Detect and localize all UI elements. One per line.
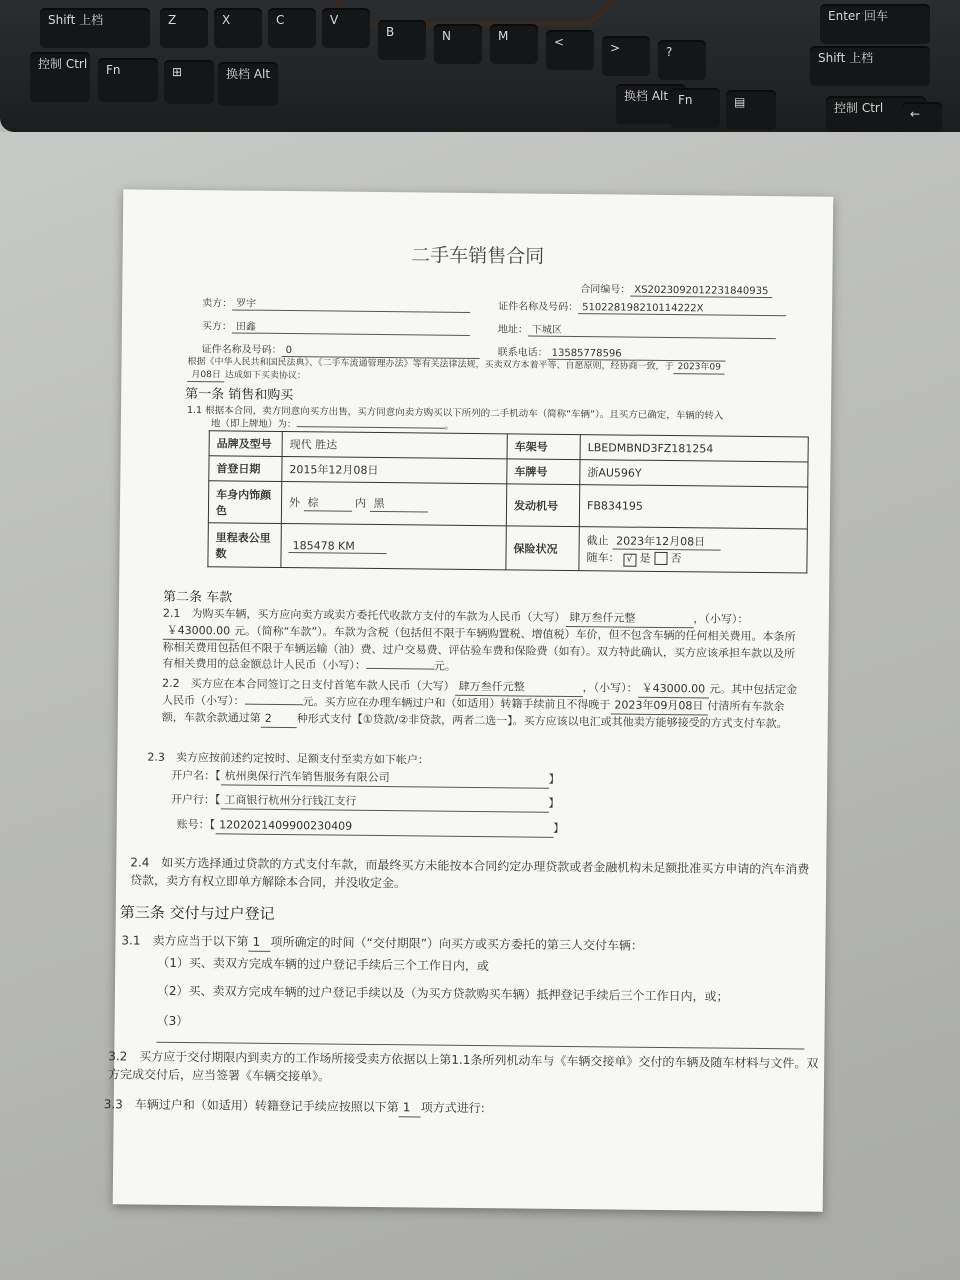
reg-date-value: 2015年12月08日: [282, 456, 507, 483]
shift-left-key-label: Shift 上档: [48, 13, 104, 27]
fn-right-key-label: Fn: [678, 93, 693, 107]
buyer-id-label: 证件名称及号码：: [201, 344, 282, 356]
seller-label: 卖方：: [202, 298, 233, 310]
contract-number-label: 合同编号：: [580, 284, 631, 296]
plate-value: 浙AU596Y: [580, 460, 808, 487]
account-number-row: [177, 817, 565, 838]
exterior-label: 外: [288, 496, 301, 510]
article-1-title: 第一条 销售和购买: [185, 386, 294, 404]
article-3-title: 第三条 交付与过户登记: [119, 903, 275, 923]
engine-value: FB834195: [579, 485, 807, 529]
bank-label: 开户行：【: [170, 792, 221, 807]
color-value: [281, 481, 506, 525]
article-1-1-text: 1.1 根据本合同，卖方同意向买方出售，买方同意向卖方购买以下所列的二手机动车（简称“车辆”）。且买方已确定，车辆的转入: [186, 404, 724, 422]
comma-key-label: <: [554, 35, 565, 49]
arrow-left-key-label: ←: [910, 107, 921, 121]
b-key-label: B: [386, 25, 395, 39]
v-key-label: V: [330, 13, 339, 27]
no-label: 否: [670, 551, 682, 565]
comma-key[interactable]: [546, 30, 594, 70]
article-1-1-end: 。: [444, 420, 454, 432]
interior-label: 内: [354, 496, 367, 510]
article-3-1-option-1: （1）买、卖双方完成车辆的过户登记手续后三个工作日内，或: [157, 955, 489, 974]
buyer-row: [202, 317, 470, 336]
alt-right-key-label: 换档 Alt: [624, 89, 669, 103]
delivery-option: 1: [248, 933, 270, 952]
first-payment-amount: ￥43000.00: [638, 681, 710, 699]
address-row: [498, 320, 776, 339]
b-key[interactable]: [378, 20, 426, 60]
balance-deadline: 2023年09月08日: [610, 697, 707, 715]
account-number: 1202021409900230409: [215, 817, 553, 838]
deposit-blank: [244, 704, 302, 706]
enter-key-label: Enter 回车: [828, 9, 889, 23]
bracket-close: 】: [553, 821, 565, 835]
article-2-4: 2.4 如买方选择通过贷款的方式支付车款，而最终买方未能按本合同约定办理贷款或者金融机构未足额批准买方申请的汽车消费贷款，卖方有权立即单方解除本合同，并没收定金。: [130, 855, 810, 891]
yes-label: 是: [639, 551, 651, 565]
brand-label: 品牌及型号: [209, 431, 282, 457]
article-2-2-text: 2.2 买方应在本合同签订之日支付首笔车款人民币（大写）: [162, 676, 455, 693]
engine-label: 发动机号: [506, 484, 579, 527]
n-key-label: N: [442, 29, 451, 43]
mileage-label: 里程表公里数: [208, 523, 281, 568]
preamble-date-b: 月08日: [187, 369, 225, 382]
contract-number-row: [580, 280, 772, 298]
preamble-text: 根据《中华人民共和国民法典》、《二手车流通管理办法》等有关法律法规，买卖双方本着平等、自愿原则，经协商一致，于: [187, 356, 674, 373]
phone: 13585778596: [548, 348, 726, 362]
color-label: 车身内饰颜色: [208, 481, 281, 524]
ctrl-right-key-label: 控制 Ctrl: [834, 101, 884, 115]
slash-key[interactable]: [658, 40, 706, 80]
period-key[interactable]: [602, 36, 650, 76]
seller-name: 罗宇: [232, 294, 470, 312]
alt-left-key[interactable]: [218, 62, 278, 106]
period-key-label: >: [610, 41, 621, 55]
vin-value: LBEDMBND3FZ181254: [580, 435, 808, 462]
bracket-close: 】: [548, 772, 560, 786]
first-payment-words: 肆万叁仟元整: [455, 679, 583, 697]
preamble-text-2: 达成如下买卖协议：: [224, 370, 306, 382]
price-in-words: 肆万叁仟元整: [565, 610, 693, 628]
brand-value: 现代 胜达: [282, 431, 507, 458]
shift-right-key-label: Shift 上档: [818, 51, 874, 65]
bracket-close: 】: [548, 796, 560, 810]
article-2-2-text-e: 付清所有车款余额，车款余款通过第: [161, 699, 785, 725]
table-row: [208, 481, 807, 529]
shift-left-key[interactable]: [40, 8, 150, 48]
z-key-label: Z: [168, 13, 177, 27]
menu-key-label: ▤: [734, 95, 746, 109]
interior-color: 黑: [369, 495, 427, 513]
shift-right-key[interactable]: [810, 46, 930, 86]
eyeglasses: [330, 0, 618, 26]
preamble-date-a: 2023年09: [673, 361, 724, 375]
insurance-until-label: 截止: [586, 533, 609, 547]
exterior-color: 棕: [303, 494, 351, 512]
arrow-left-key[interactable]: [902, 102, 942, 132]
article-3-1-text-b: 项所确定的时间（“交付期限”）向买方或买方委托的第三人交付车辆：: [270, 934, 644, 953]
total-amount-blank: [366, 668, 434, 670]
account-name: 杭州奥保行汽车销售服务有限公司: [221, 768, 549, 788]
win-key-label: ⊞: [172, 65, 183, 79]
registration-place-blank: [296, 426, 444, 429]
with-car-label: 随车：: [586, 550, 620, 565]
phone-label: 联系电话：: [497, 347, 548, 359]
c-key-label: C: [276, 13, 285, 27]
article-2-2-text-c: 元。其中包括定金人民币（小写）：: [161, 682, 798, 708]
article-3-1-option-2: （2）买、卖双方完成车辆的过户登记手续以及（为买方贷款购买车辆）抵押登记手续后三个工作日内，或；: [156, 983, 729, 1004]
vin-label: 车架号: [507, 434, 580, 460]
article-1-1-text-2: 地（即上牌地）为：: [210, 418, 297, 431]
address-label: 地址：: [497, 324, 528, 336]
yes-checkbox[interactable]: √: [623, 553, 636, 566]
m-key-label: M: [498, 29, 509, 43]
x-key-label: X: [222, 13, 231, 27]
buyer-id: 0: [282, 345, 480, 359]
win-key[interactable]: [164, 60, 214, 104]
seller-id-row: [498, 297, 786, 316]
article-2-1-text: 2.1 为购买车辆，买方应向卖方或卖方委托代收款方支付的车款为人民币（大写）: [162, 606, 566, 624]
fn-key-label: Fn: [106, 63, 121, 77]
article-2-2-text-f: 种形式支付【①贷款/②非贷款，两者二选一】。买方应该以电汇或其他卖方能够接受的方式支付车款。: [296, 712, 788, 731]
price-amount: ￥43000.00: [163, 623, 235, 641]
z-key[interactable]: [160, 8, 208, 48]
bank-row: [171, 792, 560, 813]
plate-label: 车牌号: [507, 459, 580, 485]
transfer-option: 1: [399, 1098, 421, 1117]
contract-number: XS2023092012231840935: [630, 285, 772, 298]
fn-key[interactable]: [98, 58, 158, 102]
seller-row: [202, 294, 470, 313]
slash-key-label: ?: [666, 45, 673, 59]
keyboard: [0, 0, 960, 132]
payment-way: 2: [261, 711, 297, 728]
article-2-2-text-d: 元。买方应在办理车辆过户和（如适用）转籍手续前且不得晚于: [302, 695, 611, 712]
bank-name: 工商银行杭州分行钱江支行: [220, 792, 548, 812]
article-2-3: 2.3 卖方应按前述约定按时、足额支付至卖方如下帐户：: [147, 750, 429, 767]
article-3-1-text: 3.1 卖方应当于以下第: [121, 933, 249, 949]
account-name-label: 开户名：【: [171, 768, 221, 783]
article-2-title: 第二条 车款: [162, 589, 233, 606]
article-3-2: 3.2 买方应于交付期限内到卖方的工作场所接受卖方依据以上第1.1条所列机动车与《车辆交接单》交付的车辆及随车材料与文件。双方完成交付后，应当签署《车辆交接单》。: [107, 1049, 819, 1084]
seller-id: 510228198210114222X: [578, 302, 786, 316]
v-key[interactable]: [322, 8, 370, 48]
article-3-3-text-b: 项方式进行:: [420, 1100, 485, 1116]
n-key[interactable]: [434, 24, 482, 64]
article-2-1-text-b: ，（小写）：: [693, 612, 749, 626]
fn-right-key[interactable]: [670, 88, 720, 128]
contract-title: 二手车销售合同: [411, 244, 545, 268]
address: 下城区: [528, 321, 776, 340]
buyer-name: 田鑫: [232, 317, 470, 335]
no-checkbox[interactable]: [654, 552, 667, 565]
account-number-label: 账号：【: [176, 817, 216, 832]
vehicle-table: [207, 430, 808, 573]
x-key[interactable]: [214, 8, 262, 48]
table-row: [208, 523, 807, 573]
buyer-label: 买方：: [201, 321, 232, 333]
ctrl-left-key-label: 控制 Ctrl: [38, 57, 88, 71]
article-2-1-text-d: 元。: [433, 659, 456, 673]
article-2-2: [162, 676, 802, 734]
mileage-value: 185478 KM: [289, 539, 387, 554]
mileage-cell: [281, 523, 506, 569]
seller-id-label: 证件名称及号码：: [498, 301, 579, 314]
contract-page: [103, 189, 834, 1211]
enter-key[interactable]: [820, 4, 930, 44]
insurance-until: 2023年12月08日: [612, 532, 720, 550]
m-key[interactable]: [490, 24, 538, 64]
insurance-cell: [579, 527, 807, 573]
article-2-1: [162, 606, 803, 679]
article-3-3: [104, 1095, 485, 1118]
article-2-1-text-c: 元。（简称“车款”）。车款为含税（包括但不限于车辆购置税、增值税）车价，但不包含车辆的任何相关费用。本条所称相关费用包括但不限于车辆运输（油）费、过户交易费、评估验车费和保险费（如有）。双方特此确认，买方应该承担车款以及所有相关费用的总金额总计人民币（小写）：: [162, 624, 796, 672]
reg-date-label: 首登日期: [209, 456, 282, 482]
c-key[interactable]: [268, 8, 316, 48]
article-3-3-text: 3.3 车辆过户和（如适用）转籍登记手续应按照以下第: [103, 1097, 399, 1115]
menu-key[interactable]: [726, 90, 776, 130]
account-name-row: [171, 768, 560, 789]
alt-left-key-label: 换档 Alt: [226, 67, 271, 81]
ctrl-left-key[interactable]: [30, 52, 90, 102]
option-3-label: （3）: [156, 1013, 189, 1029]
insurance-label: 保险状况: [506, 526, 579, 571]
article-2-2-text-b: ，（小写）：: [582, 681, 638, 695]
